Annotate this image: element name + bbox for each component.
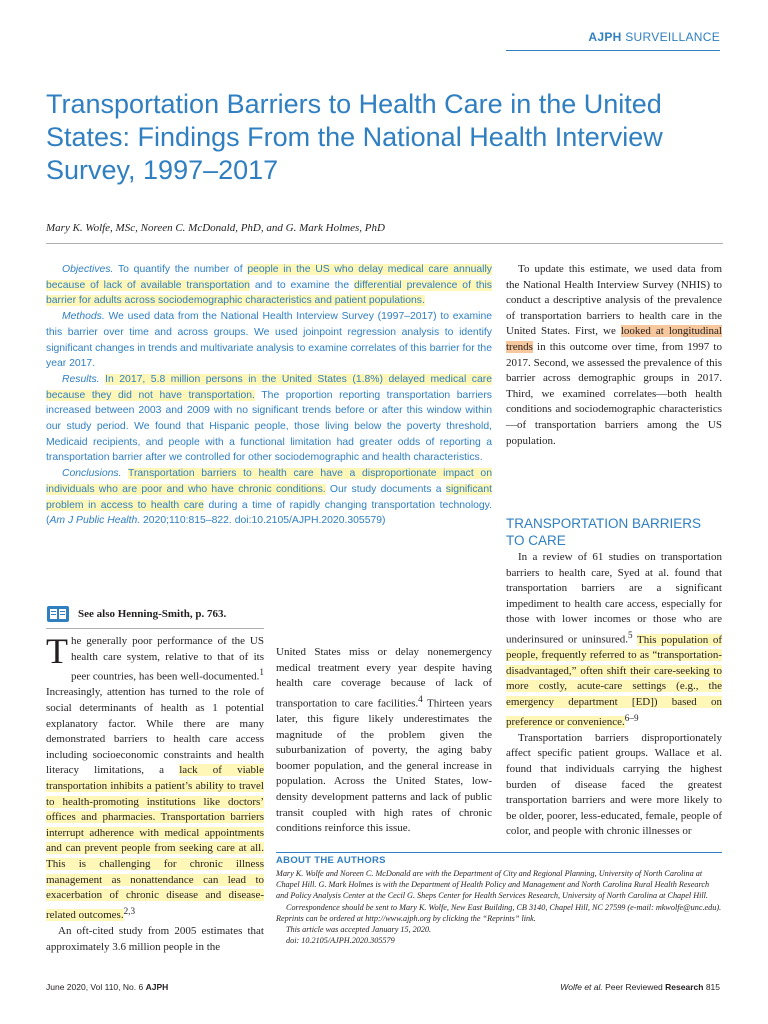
results-text: The proportion reporting transportation barriers increased between 2003 and 2009 with no significant trends before or after this window within our study period. We found that Hispanic people, those living below the poverty threshold, Medicaid recipients, and people with a functional limitation had greater odds of reporting a transportation barrier after we controlled for other sociodemographic and health characteristics. <box>46 389 492 464</box>
author-divider <box>46 243 723 244</box>
paragraph: An oft-cited study from 2005 estimates that approximately 3.6 million people in the <box>46 925 264 953</box>
highlight: looked at longitudinal trends <box>506 325 722 353</box>
footer-issue <box>46 982 168 992</box>
reference-superscript: 2,3 <box>123 905 136 916</box>
highlight: Transportation barriers to health care have a disproportionate impact on individuals who are poor and who have chronic conditions. <box>46 468 492 495</box>
about-affiliations: Mary K. Wolfe and Noreen C. McDonald are with the Department of City and Regional Planning, University of North Carolina at Chapel Hill. G. Mark Holmes is with the Department of Health Policy and Management and North Carolina Rural Health Research and Policy Analysis Center at the Cecil G. Sheps Center for Health Services Research, University of North Carolina at Chapel Hill. <box>276 869 710 901</box>
highlight: This population of people, frequently referred to as “transportation-disadvantaged,” often shift their care-seeking to more costly, acute-care settings (e.g., the emergency department [ED]) based on preference or convenience. <box>506 633 722 729</box>
abstract <box>46 262 492 529</box>
footer-journal: AJPH <box>145 982 169 992</box>
highlight: differential prevalence of this barrier for adults across sociodemographic characteristics and patient populations. <box>46 279 492 307</box>
section-name: SURVEILLANCE <box>625 30 720 44</box>
body-text: he generally poor performance of the US health care system, relative to that of its peer countries, has been well-documented. <box>71 635 264 683</box>
reference-superscript: 4 <box>418 693 423 704</box>
body-column-2 <box>276 634 492 848</box>
section-heading: TRANSPORTATION BARRIERS TO CARE <box>506 516 702 548</box>
abstract-objectives <box>46 262 492 309</box>
paragraph <box>46 631 264 924</box>
highlight: people in the US who delay medical care annually because of lack of available transportation <box>46 264 492 291</box>
body-text: in this outcome over time, from 1997 to 2017. Second, we assessed the prevalence of this barrier across demographic groups in 2017. Third, we examined correlates—both health conditions and sociodemographic characteristics—of transportation barriers among the US population. <box>506 340 722 447</box>
paragraph <box>506 550 722 731</box>
header-rule <box>506 50 720 51</box>
abstract-conclusions <box>46 466 492 529</box>
book-icon <box>46 604 70 624</box>
about-doi: doi: 10.2105/AJPH.2020.305579 <box>286 936 395 946</box>
footer-label: Peer Reviewed <box>605 982 663 992</box>
objectives-text: To quantify the number of <box>117 264 248 275</box>
see-also[interactable] <box>46 604 226 624</box>
see-also-text: See also Henning-Smith, p. 763. <box>78 608 227 620</box>
footer-section: Research <box>665 982 704 992</box>
journal-section-label <box>588 30 720 44</box>
footer-page-info <box>560 982 720 992</box>
highlight: In 2017, 5.8 million persons in the United States (1.8%) delayed medical care because they did not have transportation. <box>46 373 492 401</box>
conclusions-text: during a time of rapidly changing transportation technology. ( <box>46 499 492 527</box>
abstract-results <box>46 372 492 466</box>
objectives-text: and to examine the <box>249 279 354 291</box>
about-divider <box>276 852 722 853</box>
highlight: lack of viable transportation inhibits a patient’s ability to travel to health-promoting institutions like doctors’ offices and pharmacies. Transportation barriers interrupt adherence with medical appointments and can prevent people from seeking care at all. This is challenging for chronic illness management as nonattendance can lead to exacerbation of chronic disease and disease-related outcomes. <box>46 764 264 922</box>
body-text: United States miss or delay nonemergency medical treatment every year despite having health care coverage because of lack of transportation to care facilities. <box>276 646 492 710</box>
issue-info: June 2020, Vol 110, No. 6 <box>46 982 144 992</box>
about-the-authors <box>276 868 722 946</box>
author-list: Mary K. Wolfe, MSc, Noreen C. McDonald, PhD, and G. Mark Holmes, PhD <box>46 222 385 234</box>
citation-text: 2020;110:815–822. doi:10.2105/AJPH.2020.305579) <box>140 515 386 527</box>
footer-authors: Wolfe et al. <box>560 982 603 992</box>
body-text: To update this estimate, we used data from the National Health Interview Survey (NHIS) to conduct a descriptive analysis of the prevalence of transportation barriers to health care in the United States. First, we <box>506 263 722 338</box>
body-text: Thirteen years later, this figure likely underestimates the magnitude of the problem given the suburbanization of poverty, the aging baby boomer population, and the general increase in population. Across the United States, low-density development patterns and lack of public transit coupled with high rates of chronic conditions reinforce this issue. <box>276 697 492 835</box>
citation-journal: Am J Public Health. <box>49 515 141 527</box>
body-column-1 <box>46 631 264 955</box>
body-column-3-top <box>506 262 722 449</box>
reference-superscript: 1 <box>259 667 264 678</box>
body-text: In a review of 61 studies on transportation barriers to health care, Syed at al. found that transportation barriers are a significant impediment to health care access, especially for those with lower incomes or those who are underinsured or uninsured. <box>506 551 722 646</box>
methods-text: We used data from the National Health Interview Survey (1997–2017) to examine this barrier over time and across groups. We used joinpoint regression analysis to identify significant changes in trends and multivariate analysis to examine correlates of this barrier for the year 2017. <box>46 311 493 370</box>
highlight: significant problem in access to health care <box>46 483 492 511</box>
article-title: Transportation Barriers to Health Care in the United States: Findings From the National Health Interview Survey, 1997–2017 <box>46 89 663 185</box>
drop-cap: T <box>46 631 68 671</box>
journal-name: AJPH <box>588 30 622 44</box>
body-column-3-bottom <box>506 550 722 840</box>
paragraph <box>506 262 722 449</box>
reference-superscript: 6–9 <box>624 712 639 723</box>
about-heading: ABOUT THE AUTHORS <box>276 855 386 866</box>
see-also-divider <box>46 628 264 629</box>
conclusions-text: Our study documents a <box>325 483 446 495</box>
reference-superscript: 5 <box>627 629 633 640</box>
page-number: 815 <box>705 982 720 992</box>
results-label: Results. <box>62 373 100 385</box>
objectives-label: Objectives. <box>62 264 114 275</box>
conclusions-label: Conclusions. <box>62 468 122 480</box>
paragraph: Transportation barriers disproportionately affect specific patient groups. Wallace et al. found that individuals carrying the highest burden of disease faced the greatest transportation barriers and were more likely to be older, poorer, less-educated, female, people of color, and people with chronic illnesses or <box>506 731 722 838</box>
abstract-methods <box>46 309 492 372</box>
body-text: Increasingly, attention has turned to the role of social determinants of health as 1 potential explanatory factor. While there are many demonstrated barriers to health care access including socioeconomic constraints and health literacy limitations, a <box>46 686 264 777</box>
about-correspondence: Correspondence should be sent to Mary K. Wolfe, New East Building, CB 3140, Chapel Hill, NC 27599 (e-mail: mkwolfe@unc.edu). Reprints can be ordered at http://www.ajph.org by clicking the “Reprints” link. <box>276 902 722 923</box>
methods-label: Methods. <box>62 311 105 323</box>
paragraph <box>276 645 492 837</box>
about-accepted: This article was accepted January 15, 2020. <box>286 925 432 935</box>
